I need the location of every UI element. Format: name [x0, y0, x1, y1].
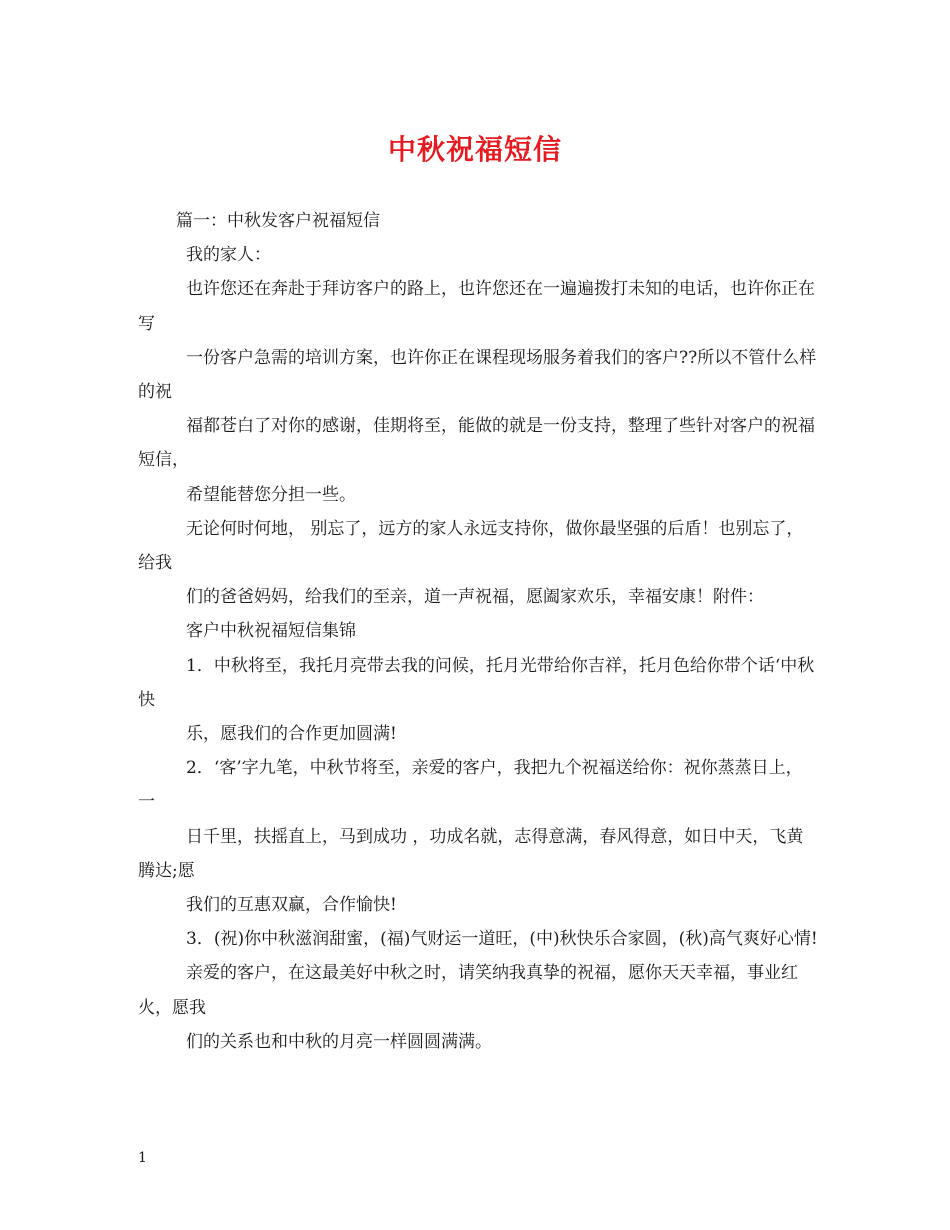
section-heading: 篇一：中秋发客户祝福短信 — [176, 211, 380, 231]
list-item: 1．中秋将至，我托月亮带去我的问候，托月光带给你吉祥，托月色给你带个话‘中秋快 — [138, 655, 815, 710]
paragraph: 乐，愿我们的合作更加圆满! — [186, 724, 397, 745]
paragraph: 一份客户急需的培训方案，也许你正在课程现场服务着我们的客户??所以不管什么样的祝 — [138, 347, 817, 403]
paragraph: 无论何时何地， 别忘了，远方的家人永远支持你，做你最坚强的后盾！也别忘了，给我 — [138, 518, 804, 574]
paragraph: 福都苍白了对你的感谢，佳期将至，能做的就是一份支持，整理了些针对客户的祝福短信， — [138, 416, 815, 471]
greeting: 我的家人： — [186, 245, 271, 266]
paragraph: 亲爱的客户，在这最美好中秋之时，请笑纳我真挚的祝福，愿你天天幸福，事业红火，愿我 — [138, 963, 798, 1018]
page-number: 1 — [138, 1150, 147, 1166]
document-body — [138, 204, 818, 1059]
list-item: 3．(祝)你中秋滋润甜蜜，(福)气财运一道旺，(中)秋快乐合家圆，(秋)高气爽好心情! — [186, 929, 818, 950]
paragraph: 们的爸爸妈妈，给我们的至亲，道一声祝福，愿阖家欢乐，幸福安康！附件： — [186, 587, 764, 608]
paragraph: 希望能替您分担一些。 — [186, 484, 356, 505]
paragraph: 日千里，扶摇直上，马到成功 ，功成名就，志得意满，春风得意，如日中天，飞黄腾达;愿 — [138, 826, 804, 881]
subheading: 客户中秋祝福短信集锦 — [186, 621, 356, 642]
list-item: 2．‘客’字九笔，中秋节将至，亲爱的客户，我把九个祝福送给你：祝你蒸蒸日上，一 — [138, 758, 803, 813]
page-title: 中秋祝福短信 — [387, 133, 562, 166]
paragraph: 我们的互惠双赢，合作愉快! — [186, 895, 397, 916]
paragraph: 也许您还在奔赴于拜访客户的路上，也许您还在一遍遍拨打未知的电话，也许你正在写 — [138, 279, 815, 334]
paragraph: 们的关系也和中秋的月亮一样圆圆满满。 — [186, 1031, 492, 1052]
